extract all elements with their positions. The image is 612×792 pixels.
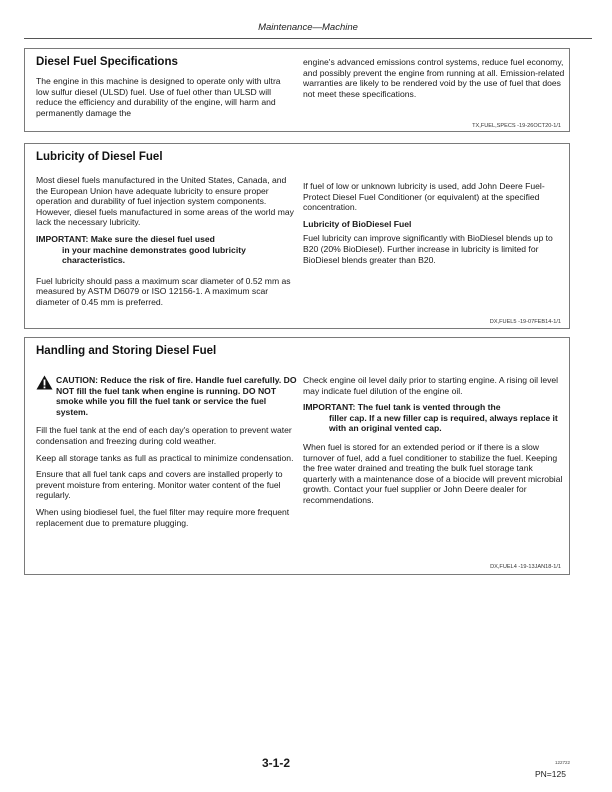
page-header: Maintenance—Machine <box>258 22 358 33</box>
important-text: in your machine demonstrates good lubricity characteristics. <box>62 244 246 266</box>
paragraph: Keep all storage tanks as full as practical to minimize condensation. <box>36 452 294 463</box>
left-column <box>36 375 298 534</box>
left-column <box>36 76 294 124</box>
page-number: 3-1-2 <box>262 756 291 770</box>
warning-triangle-icon <box>36 375 53 390</box>
section-handling-and-storing-diesel-fuel <box>24 337 570 575</box>
footer-code: 122722 <box>555 760 571 765</box>
paragraph: When using biodiesel fuel, the fuel filter may require more frequent replacement due to premature plugging. <box>36 506 290 528</box>
left-column <box>36 175 298 314</box>
paragraph: Most diesel fuels manufactured in the United States, Canada, and the European Union have adequate lubricity to ensure proper operation and durability of fuel injection system components. However, diesel fuels manufactured in some areas of the world may lack the necessary lubricity. <box>36 175 294 228</box>
paragraph: Fuel lubricity can improve significantly with BioDiesel blends up to B20 (20% BioDiesel). Further increase in lubricity is limited for BioDiesel blends greater than B20. <box>303 233 553 265</box>
section-diesel-fuel-specifications <box>24 48 570 132</box>
section-title: Handling and Storing Diesel Fuel <box>36 345 217 357</box>
right-column <box>303 57 565 105</box>
paragraph: Fuel lubricity should pass a maximum scar diameter of 0.52 mm as measured by ASTM D6079 or ISO 12156-1. A maximum scar diameter of 0.45 mm is preferred. <box>36 275 291 307</box>
paragraph: If fuel of low or unknown lubricity is used, add John Deere Fuel-Protect Diesel Fuel Conditioner (or equivalent) at the specified concentration. <box>303 181 545 213</box>
important-note <box>36 234 298 266</box>
paragraph: Ensure that all fuel tank caps and covers are installed properly to prevent moisture from entering. Monitor water content of the fuel regularly. <box>36 469 283 501</box>
paragraph: Fill the fuel tank at the end of each day's operation to prevent water condensation and freezing during cold weather. <box>36 425 292 446</box>
reference-code: DX,FUEL4 -19-13JAN18-1/1 <box>490 564 561 570</box>
important-lead: IMPORTANT: Make sure the diesel fuel used <box>36 233 215 244</box>
subheading: Lubricity of BioDiesel Fuel <box>303 218 412 229</box>
reference-code: TX,FUEL,SPECS -19-26OCT20-1/1 <box>472 123 561 129</box>
important-text: filler cap. If a new filler cap is required, always replace it with an original vented cap. <box>329 412 558 434</box>
paragraph: engine's advanced emissions control systems, reduce fuel economy, and possibly prevent the engine from running at all. Emission-related warranties are likely to be rendered void by the use of fuel that does not meet these specifications. <box>303 57 565 99</box>
right-column <box>303 375 565 512</box>
reference-code: DX,FUEL5 -19-07FEB14-1/1 <box>489 319 561 325</box>
header-rule <box>24 38 592 39</box>
paragraph: When fuel is stored for an extended period or if there is a slow turnover of fuel, add a fuel conditioner to stabilize the fuel. Keeping the free water drained and treating the bulk fuel storage tank quarterly with a maintenance dose of a biocide will prevent microbial growth. Contact your fuel supplier or John Deere dealer for recommendations. <box>303 441 563 505</box>
section-title: Lubricity of Diesel Fuel <box>36 151 163 163</box>
paragraph: Check engine oil level daily prior to starting engine. A rising oil level may indicate fuel dilution of the engine oil. <box>303 375 559 396</box>
important-lead: IMPORTANT: The fuel tank is vented through the <box>303 402 501 413</box>
part-number: PN=125 <box>535 769 566 779</box>
section-title: Diesel Fuel Specifications <box>36 56 178 68</box>
important-note <box>303 402 565 434</box>
paragraph: The engine in this machine is designed to operate only with ultra low sulfur diesel (ULSD) fuel. Use of fuel other than ULSD will reduce the efficiency and durability of the engine, will harm and permanently damage the <box>36 76 281 118</box>
caution-note <box>36 375 298 417</box>
section-lubricity-of-diesel-fuel <box>24 143 570 329</box>
right-column <box>303 181 565 271</box>
caution-text: CAUTION: Reduce the risk of fire. Handle fuel carefully. DO NOT fill the fuel tank when engine is running. DO NOT smoke while you fill the fuel tank or service the fuel system. <box>56 375 297 417</box>
